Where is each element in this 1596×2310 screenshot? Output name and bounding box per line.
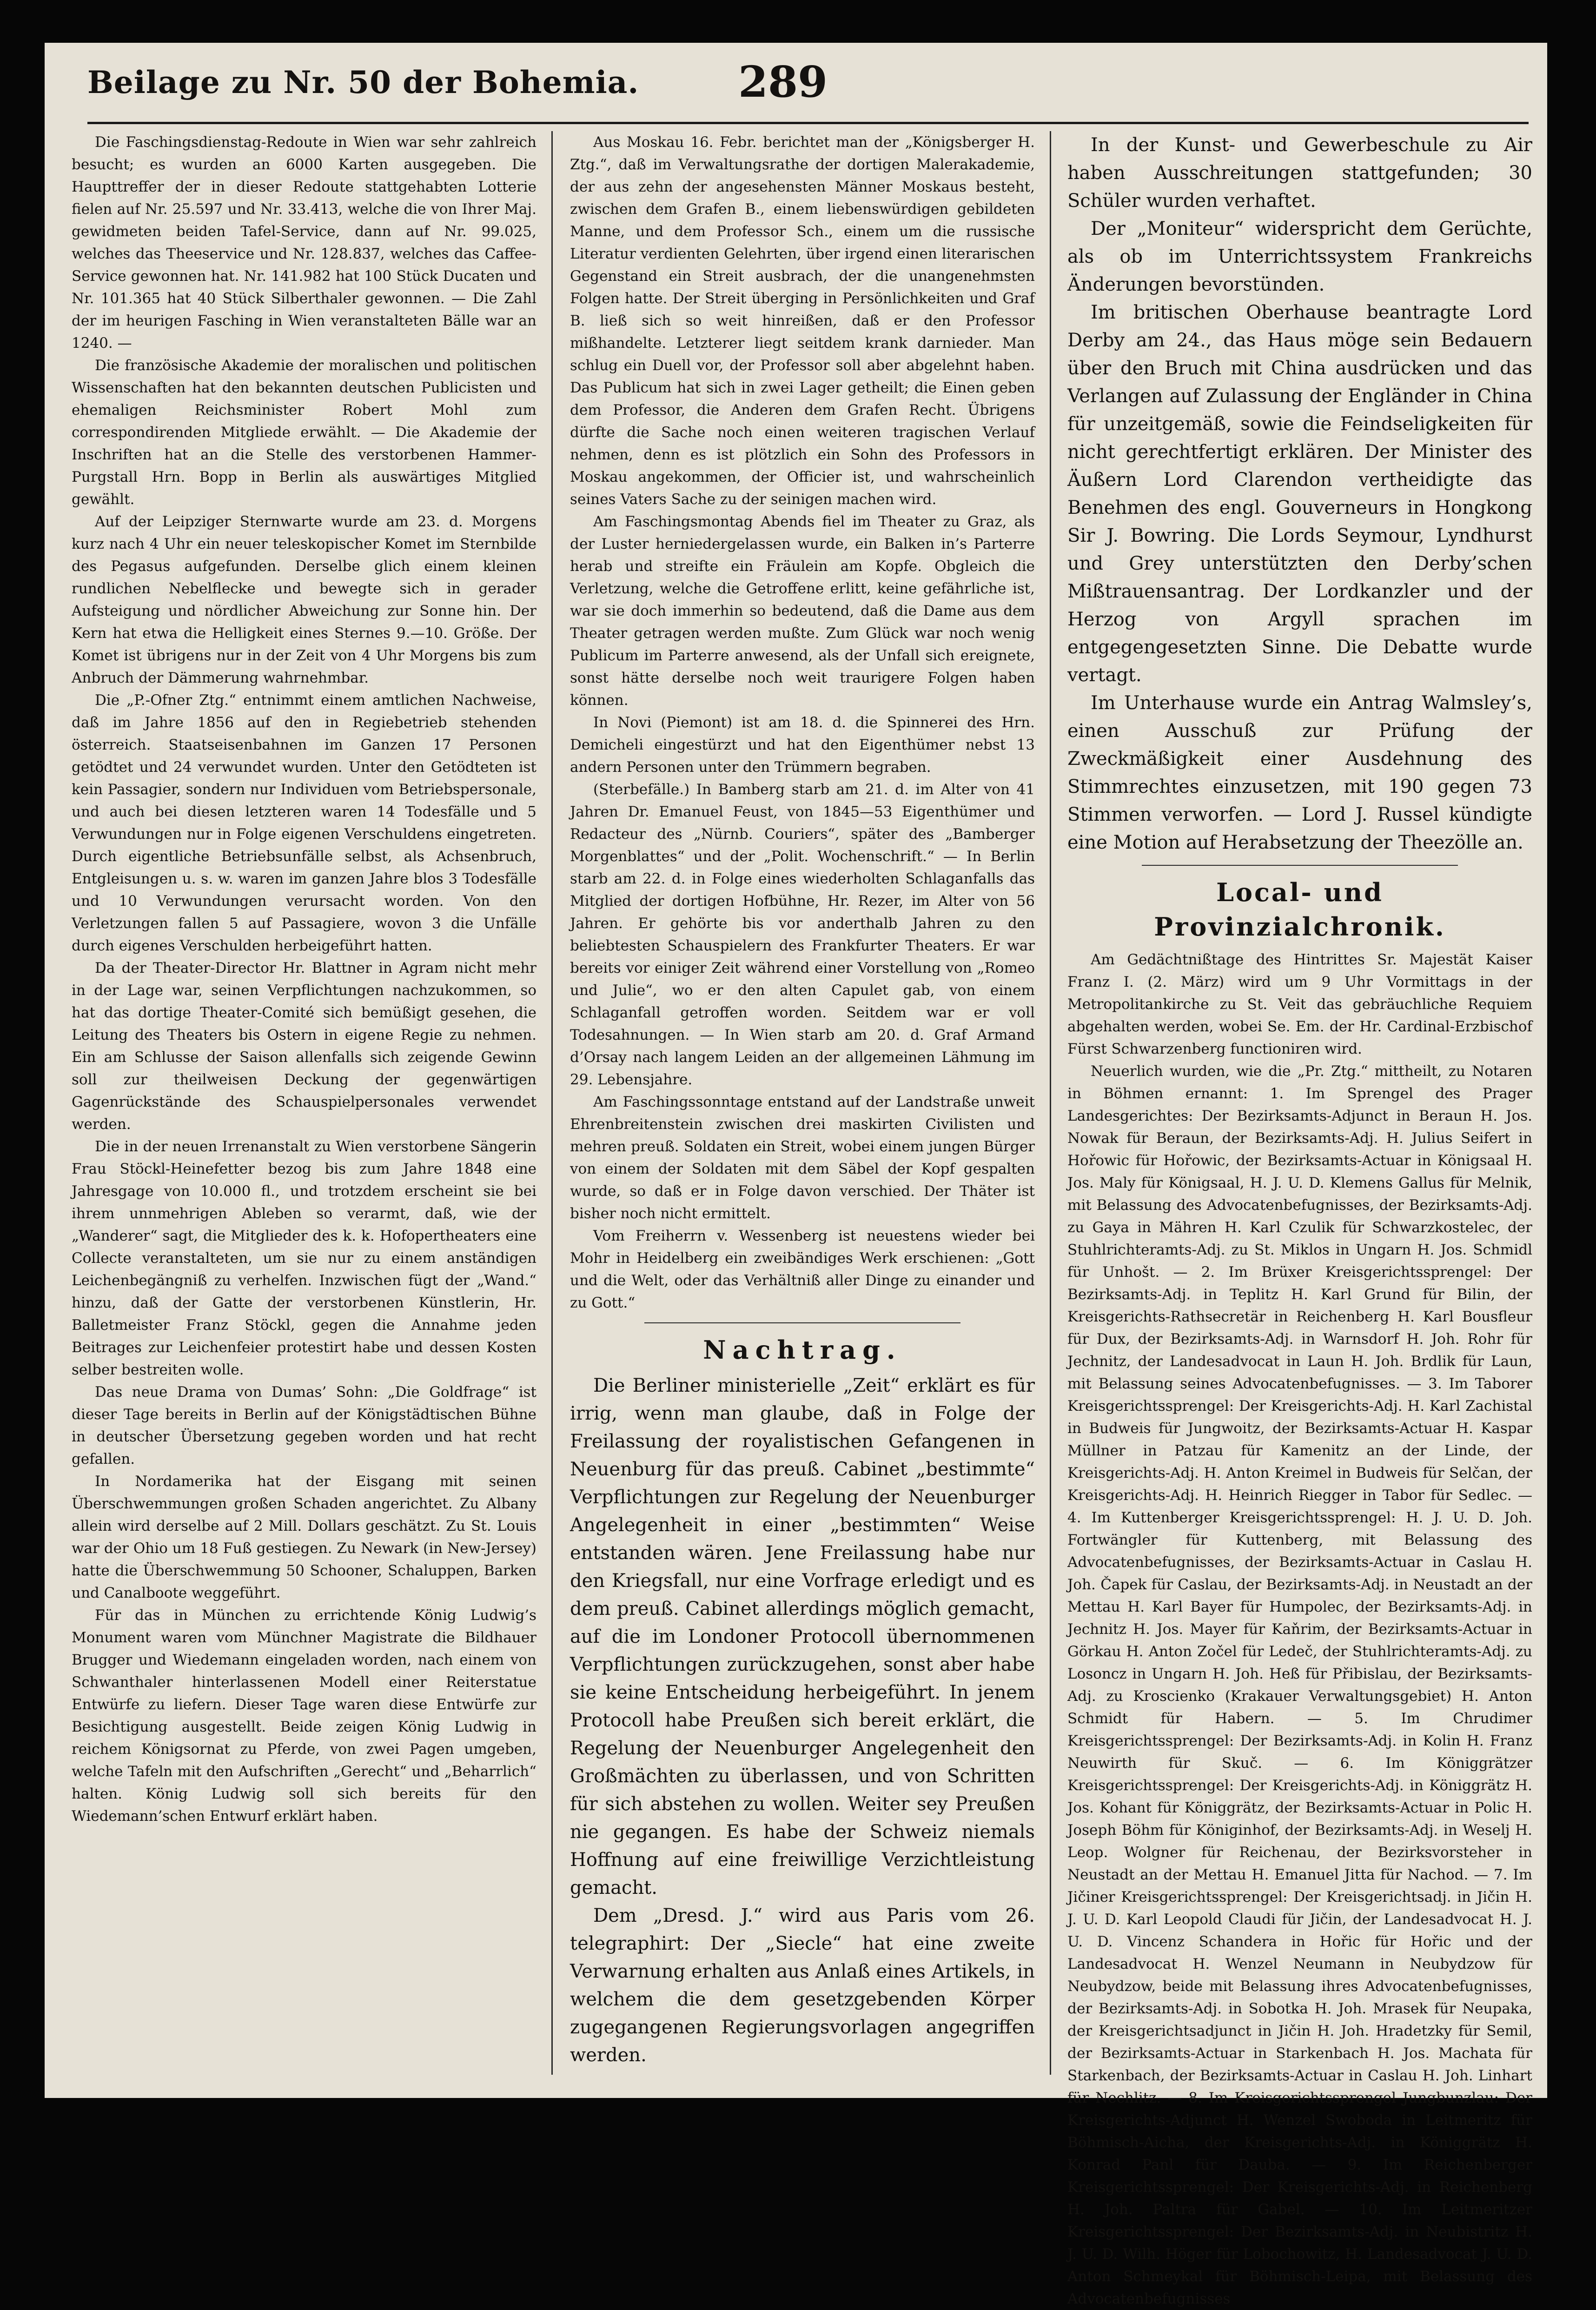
local-paragraph: Neuerlich wurden, wie die „Pr. Ztg.“ mittheilt, zu Notaren in Böhmen ernannt: 1. Im Sprengel des Prager Landesgerichtes: Der Bezirksamts-Adjunct in Beraun H. Jos. Nowak für Beraun, der Bezirksamts-Adj. H. Julius Seifert in Hořowic für Hořowic, der Bezirksamts-Actuar in Königsaal H. Jos. Maly für Königsaal, H. J. U. D. Klemens Gallus für Melnik, mit Belassung des Advocatenbefugnisses, der Bezirksamts-Adj. zu Gaya in Mähren H. Karl Czulik für Schwarzkostelec, der Stuhlrichteramts-Adj. zu St. Miklos in Ungarn H. Jos. Schmidl für Unhošt. — 2. Im Brüxer Kreisgerichtssprengel: Der Bezirksamts-Adj. in Teplitz H. Karl Grund für Bilin, der Kreisgerichts-Rathsecretär in Reichenberg H. Karl Bousfleur für Dux, der Bezirksamts-Adj. in Warnsdorf H. Joh. Rohr für Jechnitz, der Landesadvocat in Laun H. Joh. Brdlik für Laun, mit Belassung seines Advocatenbefugnisses. — 3. Im Taborer Kreisgerichtssprengel: Der Kreisgerichts-Adj. H. Karl Zachistal in Budweis für Jungwoitz, der Bezirksamts-Actuar H. Kaspar Müllner in Patzau für Kamenitz an der Linde, der Kreisgerichts-Adj. H. Anton Kreimel in Budweis für Selčan, der Kreisgerichts-Adj. H. Heinrich Riegger in Tabor für Sedlec. — 4. Im Kuttenberger Kreisgerichtssprengel: H. J. U. D. Joh. Fortwängler für Kuttenberg, mit Belassung des Advocatenbefugnisses, der Bezirksamts-Actuar in Caslau H. Joh. Čapek für Caslau, der Bezirksamts-Adj. in Neustadt an der Mettau H. Karl Bayer für Humpolec, der Bezirksamts-Adj. in Jechnitz H. Jos. Mayer für Kaňrim, der Bezirksamts-Actuar in Görkau H. Anton Zočel für Ledeč, der Stuhlrichteramts-Adj. zu Losoncz in Ungarn H. Joh. Heß für Přibislau, der Bezirksamts-Adj. zu Kroscienko (Krakauer Verwaltungsgebiet) H. Anton Schmidt für Habern. — 5. Im Chrudimer Kreisgerichtssprengel: Der Bezirksamts-Adj. in Kolin H. Franz Neuwirth für Skuč. — 6. Im Königgrätzer Kreisgerichtssprengel: Der Kreisgerichts-Adj. in Königgrätz H. Jos. Kohant für Königgrätz, der Bezirksamts-Actuar in Polic H. Joseph Böhm für Königinhof, der Bezirksamts-Adj. in Weselj H. Leop. Wolgner für Reichenau, der Bezirksvorsteher in Neustadt an der Mettau H. Emanuel Jitta für Nachod. — 7. Im Jičiner Kreisgerichtssprengel: Der Kreisgerichtsadj. in Jičin H. J. U. D. Karl Leopold Claudi für Jičin, der Landesadvocat H. J. U. D. Vincenz Schandera in Hořic für Hořic und der Landesadvocat H. Wenzel Neumann in Neubydzow für Neubydzow, beide mit Belassung ihres Advocatenbefugnisses, der Bezirksamts-Adj. in Sobotka H. Joh. Mrasek für Neupaka, der Kreisgerichtsadjunct in Jičin H. Joh. Hradetzky für Semil, der Bezirksamts-Actuar in Starkenbach H. Jos. Machata für Starkenbach, der Bezirksamts-Actuar in Caslau H. Joh. Linhart für Nechlitz. — 8. Im Kreisgerichtssprengel Jungbunzlau: Der Kreisgerichts-Adjunct H. Wenzel Swoboda in Leitmeritz für Böhmisch-Aicha, der Kreisgerichts-Adj. in Königgrätz H. Konrad Panl für Dauba. — 9. Im Reichenberger Kreisgerichtssprengel: Der Kreisgerichts-Adj. in Reichenberg H. Joh. Paltra für Gabel. — 10. Im Leitmeritzer Kreisgerichtssprengel: Der Bezirksamts-Adj. in Neubistritz H. J. U. D. Wilh. Höger für Lobochowitz, H. Landesadvocat J. U. D. Anton Schmeykal für Böhmisch-Leipa, mit Belassung des Advocatenbefugnisses	[1067, 1063, 1532, 2307]
article-paragraph: (Sterbefälle.) In Bamberg starb am 21. d. im Alter von 41 Jahren Dr. Emanuel Feust, von 1845—53 Eigenthümer und Redacteur des „Nürnb. Couriers“, später des „Bamberger Morgenblattes“ und der „Polit. Wochenschrift.“ — In Berlin starb am 22. d. in Folge eines wiederholten Schlaganfalls das Mitglied der dortigen Hofbühne, Hr. Rezer, im Alter von 56 Jahren. Er gehörte bis vor anderthalb Jahren zu den beliebtesten Schauspielern des Frankfurter Theaters. Er war bereits vor einiger Zeit während einer Vorstellung von „Romeo und Julie“, wo er den alten Capulet gab, von einem Schlaganfall getroffen worden. Seitdem war er voll Todesahnungen. — In Wien starb am 20. d. Graf Armand d’Orsay nach langem Leiden an der allgemeinen Lähmung im 29. Lebensjahre.	[570, 781, 1035, 1088]
column-3	[1067, 131, 1532, 2307]
column-rule	[551, 131, 553, 2075]
article-paragraph: Die „P.-Ofner Ztg.“ entnimmt einem amtlichen Nachweise, daß im Jahre 1856 auf den in Regiebetrieb stehenden österreich. Staatseisenbahnen im Ganzen 17 Personen getödtet und 24 verwundet wurden. Unter den Getödteten ist kein Passagier, sondern nur Individuen vom Betriebspersonale, und auch bei diesen letzteren waren 14 Todesfälle und 5 Verwundungen nur in Folge eigenen Verschuldens eingetreten. Durch eigentliche Betriebsunfälle selbst, als Achsenbruch, Entgleisungen u. s. w. waren im ganzen Jahre blos 3 Todesfälle und 10 Verwundungen verursacht worden. Von den Verletzungen fallen 5 auf Passagiere, wovon 3 die Unfälle durch eigenes Verschulden herbeigeführt hatten.	[72, 692, 536, 954]
page-number: 289	[738, 57, 828, 107]
nachtrag-paragraph: Die Berliner ministerielle „Zeit“ erklärt es für irrig, wenn man glaube, daß in Folge der Freilassung der royalistischen Gefangenen in Neuenburg für das preuß. Cabinet „bestimmte“ Verpflichtungen zur Regelung der Neuenburger Angelegenheit in einer „bestimmten“ Weise entstanden wären. Jene Freilassung habe nur den Kriegsfall, nur eine Vorfrage erledigt und es dem preuß. Cabinet allerdings möglich gemacht, auf die im Londoner Protocoll übernommenen Verpflichtungen zurückzugehen, sonst aber habe sie keine Entscheidung herbeigeführt. In jenem Protocoll habe Preußen sich bereit erklärt, die Regelung der Neuenburger Angelegenheit den Großmächten zu überlassen, und von Schritten für sich abstehen zu wollen. Weiter sey Preußen nie gegangen. Es habe der Schweiz niemals Hoffnung auf eine freiwillige Verzichtleistung gemacht.	[570, 1375, 1035, 1898]
article-paragraph: Die Faschingsdienstag-Redoute in Wien war sehr zahlreich besucht; es wurden an 6000 Karten ausgegeben. Die Haupttreffer der in dieser Redoute stattgehabten Lotterie fielen auf Nr. 25.597 und Nr. 33.413, welche die von Ihrer Maj. gewidmeten beiden Tafel-Service, dann auf Nr. 99.025, welches das Theeservice und Nr. 128.837, welches das Caffee-Service gewonnen hat. Nr. 141.982 hat 100 Stück Ducaten und Nr. 101.365 hat 40 Stück Silberthaler gewonnen. — Die Zahl der im heurigen Fasching in Wien veranstalteten Bälle war an 1240. —	[72, 134, 536, 352]
column-rule	[1050, 131, 1051, 2075]
article-paragraph: Vom Freiherrn v. Wessenberg ist neuestens wieder bei Mohr in Heidelberg ein zweibändiges Werk erschienen: „Gott und die Welt, oder das Verhältniß aller Dinge zu einander und zu Gott.“	[570, 1228, 1035, 1311]
article-paragraph: Für das in München zu errichtende König Ludwig’s Monument waren vom Münchner Magistrate die Bildhauer Brugger und Wiedemann eingeladen worden, nach einem von Schwanthaler hinterlassenen Modell einer Reiterstatue Entwürfe zu liefern. Dieser Tage waren diese Entwürfe zur Besichtigung ausgestellt. Beide zeigen König Ludwig in reichem Königsornat zu Pferde, von zwei Pagen umgeben, welche Tafeln mit den Aufschriften „Gerecht“ und „Beharrlich“ halten. König Ludwig soll sich bereits für den Wiedemann’schen Entwurf erklärt haben.	[72, 1607, 536, 1825]
article-paragraph: Am Faschingsmontag Abends fiel im Theater zu Graz, als der Luster herniedergelassen wurde, ein Balken in’s Parterre herab und streifte ein Fräulein am Kopfe. Obgleich die Verletzung, welche die Getroffene erlitt, keine gefährliche ist, war sie doch immerhin so bedeutend, daß die Dame aus dem Theater getragen werden mußte. Zum Glück war noch wenig Publicum im Parterre anwesend, als der Unfall sich ereignete, sonst hätte derselbe noch weit traurigere Folgen haben können.	[570, 513, 1035, 709]
column-2	[570, 131, 1035, 2075]
news-paragraph: Im Unterhause wurde ein Antrag Walmsley’s, einen Ausschuß zur Prüfung der Zweckmäßigkeit einer Ausdehnung des Stimmrechtes einzusetzen, mit 190 gegen 73 Stimmen verworfen. — Lord J. Russel kündigte eine Motion auf Herabsetzung der Theezölle an.	[1067, 692, 1532, 853]
nachtrag-heading: Nachtrag.	[703, 1335, 902, 1365]
news-paragraph: Im britischen Oberhause beantragte Lord Derby am 24., das Haus möge sein Bedauern über den Bruch mit China ausdrücken und das Verlangen auf Zulassung der Engländer in China für unzeitgemäß, sowie die Feindseligkeiten für nicht gerechtfertigt erklären. Der Minister des Äußern Lord Clarendon vertheidigte das Benehmen des engl. Gouverneurs in Hongkong Sir J. Bowring. Die Lords Seymour, Lyndhurst und Grey unterstützten den Derby’schen Mißtrauensantrag. Der Lordkanzler und der Herzog von Argyll sprachen im entgegengesetzten Sinne. Die Debatte wurde vertagt.	[1067, 302, 1532, 686]
local-paragraph: Am Gedächtnißtage des Hintrittes Sr. Majestät Kaiser Franz I. (2. März) wird um 9 Uhr Vormittags in der Metropolitankirche zu St. Veit das gebräuchliche Requiem abgehalten werden, wobei Se. Em. der Hr. Cardinal-Erzbischof Fürst Schwarzenberg functioniren wird.	[1067, 951, 1532, 1057]
newspaper-page	[45, 43, 1547, 2307]
section-divider	[1142, 865, 1458, 866]
article-paragraph: In Nordamerika hat der Eisgang mit seinen Überschwemmungen großen Schaden angerichtet. Zu Albany allein wird derselbe auf 2 Mill. Dollars geschätzt. Zu St. Louis war der Ohio um 18 Fuß gestiegen. Zu Newark (in New-Jersey) hatte die Überschwemmung 50 Schooner, Schaluppen, Barken und Canalboote weggeführt.	[72, 1473, 536, 1601]
article-paragraph: Am Faschingssonntage entstand auf der Landstraße unweit Ehrenbreitenstein zwischen drei maskirten Civilisten und mehren preuß. Soldaten ein Streit, wobei einem jungen Bürger von einem der Soldaten mit dem Säbel der Kopf gespalten wurde, so daß er in Folge davon verschied. Der Thäter ist bisher noch nicht ermittelt.	[570, 1094, 1035, 1222]
section-divider	[644, 1322, 960, 1323]
page-header	[87, 52, 1529, 124]
news-paragraph: Der „Moniteur“ widerspricht dem Gerüchte, als ob im Unterrichtssystem Frankreichs Änderungen bevorstünden.	[1067, 218, 1532, 295]
article-paragraph: Die französische Akademie der moralischen und politischen Wissenschaften hat den bekannten deutschen Publicisten und ehemaligen Reichsminister Robert Mohl zum correspondirenden Mitgliede erwählt. — Die Akademie der Inschriften hat an die Stelle des verstorbenen Hammer-Purgstall Hrn. Bopp in Berlin als auswärtiges Mitglied gewählt.	[72, 357, 536, 508]
local-chronicle-heading: Local- und Provinzialchronik.	[1154, 877, 1446, 942]
column-1	[72, 131, 536, 2075]
supplement-title: Beilage zu Nr. 50 der Bohemia.	[87, 64, 639, 100]
article-paragraph: In Novi (Piemont) ist am 18. d. die Spinnerei des Hrn. Demicheli eingestürzt und hat den Eigenthümer nebst 13 andern Personen unter den Trümmern begraben.	[570, 714, 1035, 776]
nachtrag-paragraph: Dem „Dresd. J.“ wird aus Paris vom 26. telegraphirt: Der „Siecle“ hat eine zweite Verwarnung erhalten aus Anlaß eines Artikels, in welchem die dem gesetzgebenden Körper zugegangenen Regierungsvorlagen angegriffen werden.	[570, 1905, 1035, 2066]
article-paragraph: Das neue Drama von Dumas’ Sohn: „Die Goldfrage“ ist dieser Tage bereits in Berlin auf der Königstädtischen Bühne in deutscher Übersetzung gegeben worden und hat recht gefallen.	[72, 1384, 536, 1467]
article-paragraph: Auf der Leipziger Sternwarte wurde am 23. d. Morgens kurz nach 4 Uhr ein neuer teleskopischer Komet im Sternbilde des Pegasus aufgefunden. Derselbe glich einem kleinen rundlichen Nebelflecke und bewegte sich in gerader Aufsteigung und nördlicher Abweichung zur Sonne hin. Der Kern hat etwa die Helligkeit eines Sternes 9.—10. Größe. Der Komet ist übrigens nur in der Zeit von 4 Uhr Morgens bis zum Anbruch der Dämmerung wahrnehmbar.	[72, 513, 536, 686]
article-paragraph: Die in der neuen Irrenanstalt zu Wien verstorbene Sängerin Frau Stöckl-Heinefetter bezog bis zum Jahre 1848 eine Jahresgage von 10.000 fl., und trotzdem erscheint sie bei ihrem unnmehrigen Ableben so verarmt, daß, wie der „Wanderer“ sagt, die Mitglieder des k. k. Hofopertheaters eine Collecte veranstalteten, um sie nur zu einem anständigen Leichenbegängniß zu verhelfen. Inzwischen fügt der „Wand.“ hinzu, daß der Gatte der verstorbenen Künstlerin, Hr. Balletmeister Franz Stöckl, gegen die Annahme jeden Beitrages zur Leichenfeier protestirt habe und dessen Kosten selber bestreiten wolle.	[72, 1138, 536, 1378]
article-paragraph: Da der Theater-Director Hr. Blattner in Agram nicht mehr in der Lage war, seinen Verpflichtungen nachzukommen, so hat das dortige Theater-Comité sich bemüßigt gesehen, die Leitung des Theaters bis Ostern in eigene Regie zu nehmen. Ein am Schlusse der Saison allenfalls sich zeigende Gewinn soll zur theilweisen Deckung der gegenwärtigen Gagenrückstände des Schauspielpersonales verwendet werden.	[72, 960, 536, 1133]
article-paragraph: Aus Moskau 16. Febr. berichtet man der „Königsberger H. Ztg.“, daß im Verwaltungsrathe der dortigen Malerakademie, der aus zehn der angesehensten Männer Moskaus besteht, zwischen dem Grafen B., einem liebenswürdigen gebildeten Manne, und dem Professor Sch., einem um die russische Literatur verdienten Gelehrten, über irgend einen literarischen Gegenstand ein Streit ausbrach, der die unangenehmsten Folgen hatte. Der Streit überging in Persönlichkeiten und Graf B. ließ sich so weit hinreißen, daß er den Professor mißhandelte. Letzterer liegt seitdem krank darnieder. Man schlug ein Duell vor, der Professor soll aber abgelehnt haben. Das Publicum hat sich in zwei Lager getheilt; die Einen geben dem Professor, die Anderen dem Grafen Recht. Übrigens dürfte die Sache noch einen weiteren tragischen Verlauf nehmen, denn es ist plötzlich ein Sohn des Professors in Moskau angekommen, der Officier ist, und wahrscheinlich seines Vaters Sache zu der seinigen machen wird.	[570, 134, 1035, 508]
news-paragraph: In der Kunst- und Gewerbeschule zu Air haben Ausschreitungen stattgefunden; 30 Schüler wurden verhaftet.	[1067, 134, 1532, 212]
